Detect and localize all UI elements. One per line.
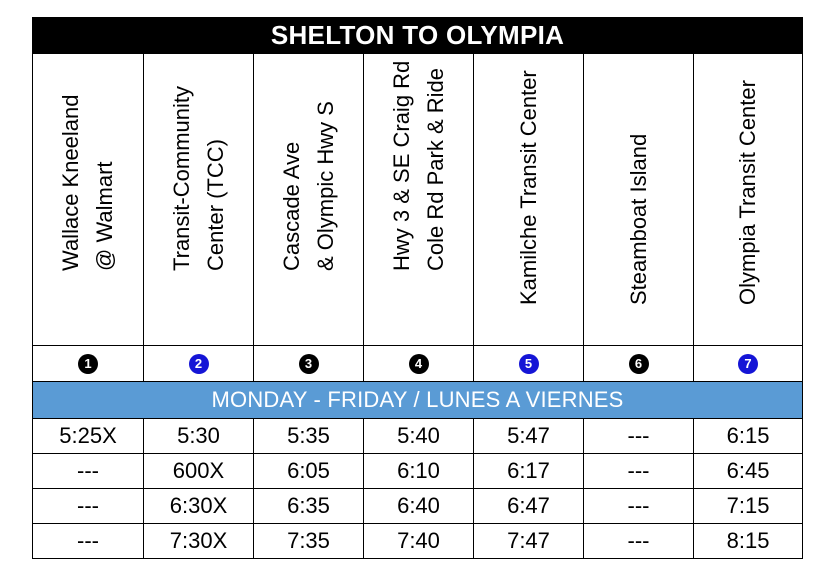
- time-cell: ---: [33, 454, 144, 489]
- stop-line-1: Olympia Transit Center: [735, 80, 761, 305]
- stop-line-1: Kamilche Transit Center: [515, 70, 541, 305]
- stop-numbers-row: [33, 346, 803, 382]
- stop-line-1: Hwy 3 & SE Craig Rd: [388, 60, 414, 271]
- stop-name-5: [474, 54, 584, 346]
- stop-number-badge: 1: [78, 354, 98, 374]
- trip-row: [33, 454, 803, 489]
- time-cell: 6:35: [254, 489, 364, 524]
- time-cell: 7:30X: [144, 524, 254, 559]
- stop-number-cell-5: [474, 346, 584, 382]
- stop-number-badge: 6: [629, 354, 649, 374]
- stop-number-badge: 5: [519, 354, 539, 374]
- stop-number-cell-3: [254, 346, 364, 382]
- time-cell: 6:05: [254, 454, 364, 489]
- time-cell: 600X: [144, 454, 254, 489]
- stop-line-2: @ Walmart: [92, 161, 117, 271]
- time-cell: 6:17: [474, 454, 584, 489]
- time-cell: ---: [584, 524, 694, 559]
- time-cell: 7:15: [694, 489, 803, 524]
- stop-name-7: [694, 54, 803, 346]
- time-cell: ---: [33, 489, 144, 524]
- stop-line-1: Transit-Community: [168, 86, 194, 271]
- schedule-table: [32, 17, 803, 559]
- stop-line-2: & Olympic Hwy S: [312, 101, 338, 271]
- stop-name-1: [33, 54, 144, 346]
- stop-name-3: [254, 54, 364, 346]
- time-cell: 7:47: [474, 524, 584, 559]
- time-cell: 6:15: [694, 419, 803, 454]
- trip-row: [33, 489, 803, 524]
- time-cell: 5:40: [364, 419, 474, 454]
- time-cell: 6:10: [364, 454, 474, 489]
- time-cell: 5:35: [254, 419, 364, 454]
- stop-line-1: Wallace Kneeland: [58, 94, 83, 271]
- stop-line-2: Center (TCC): [202, 138, 228, 271]
- stop-name-6: [584, 54, 694, 346]
- time-cell: 5:47: [474, 419, 584, 454]
- time-cell: 6:47: [474, 489, 584, 524]
- stop-number-cell-1: [33, 346, 144, 382]
- stop-number-badge: 4: [409, 354, 429, 374]
- stop-line-2: Cole Rd Park & Ride: [422, 68, 448, 271]
- stop-number-badge: 7: [738, 354, 758, 374]
- time-cell: 7:40: [364, 524, 474, 559]
- time-cell: 6:30X: [144, 489, 254, 524]
- title-row: [33, 18, 803, 54]
- stop-number-badge: 3: [299, 354, 319, 374]
- route-title: SHELTON TO OLYMPIA: [33, 18, 803, 54]
- time-cell: ---: [584, 489, 694, 524]
- time-cell: ---: [584, 454, 694, 489]
- time-cell: 6:40: [364, 489, 474, 524]
- stop-number-cell-7: [694, 346, 803, 382]
- service-day-row: [33, 382, 803, 419]
- service-day-banner: MONDAY - FRIDAY / LUNES A VIERNES: [33, 382, 803, 419]
- time-cell: ---: [584, 419, 694, 454]
- stop-name-4: [364, 54, 474, 346]
- trip-row: [33, 419, 803, 454]
- stop-line-1: Steamboat Island: [625, 133, 651, 305]
- time-cell: 8:15: [694, 524, 803, 559]
- time-cell: 6:45: [694, 454, 803, 489]
- time-cell: 5:25X: [33, 419, 144, 454]
- schedule-frame: [32, 17, 802, 564]
- trip-row: [33, 524, 803, 559]
- stop-number-cell-6: [584, 346, 694, 382]
- stop-number-badge: 2: [189, 354, 209, 374]
- time-cell: ---: [33, 524, 144, 559]
- stop-line-1: Cascade Ave: [278, 141, 304, 271]
- time-cell: 7:35: [254, 524, 364, 559]
- stop-names-row: [33, 54, 803, 346]
- stop-number-cell-4: [364, 346, 474, 382]
- stop-number-cell-2: [144, 346, 254, 382]
- time-cell: 5:30: [144, 419, 254, 454]
- stop-name-2: [144, 54, 254, 346]
